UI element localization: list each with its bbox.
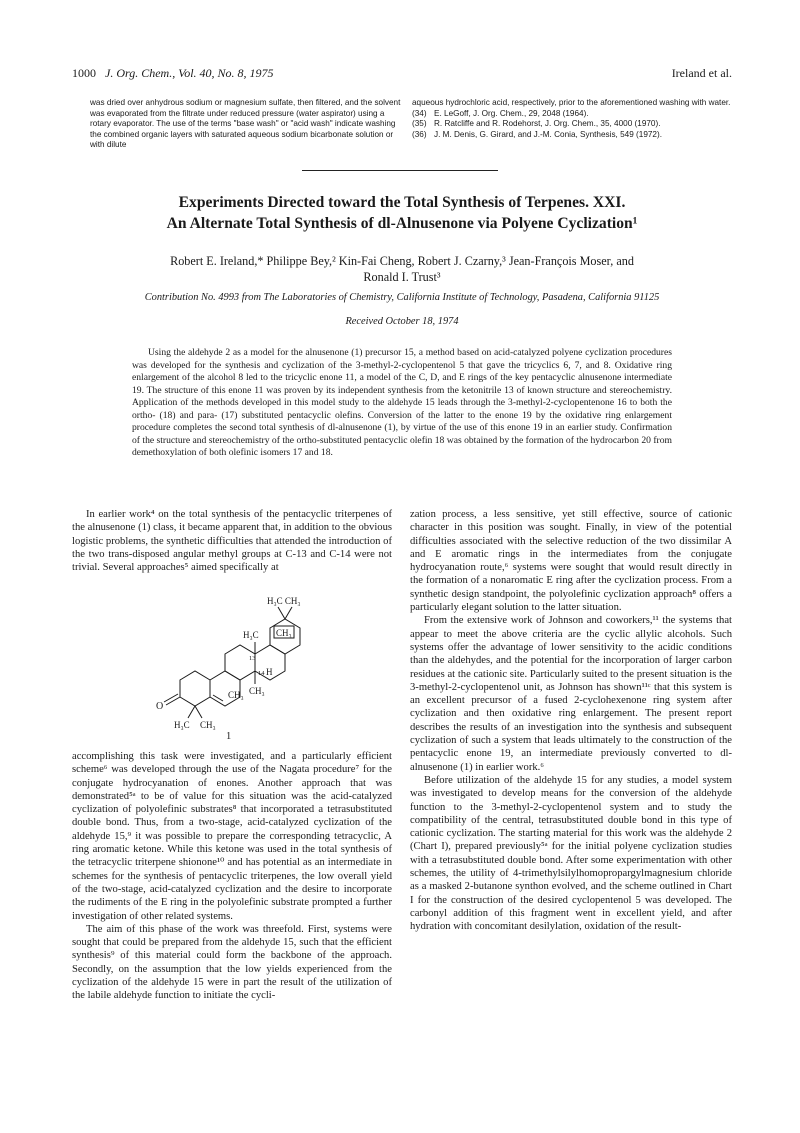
footnote-item (412, 130, 732, 141)
abstract: Using the aldehyde 2 as a model for the alnusenone (1) precursor 15, a method based on acid-catalyzed polyene cyclization procedures was developed for the synthesis and cyclization of the 3-methyl-2-cyclopentenol 5 that gave the tricyclics 6, 7, and 8. Oxidative ring enlargement of the alcohol 8 led to the tricyclic enone 11, a model of the C, D, and E rings of the key pentacyclic alnusenone intermediate 19. The structure of this enone 11 was proven by its independent synthesis from the ketonitrile 13 of known structure and stereochemistry. Application of the methods developed in this model study to the aldehyde 15 leads through the 3-methyl-2-cyclopentenone 16 to both the ortho- (18) and para- (17) substituted pentacyclic olefins. Conversion of the latter to the enone 19 by the oxidative ring enlargement procedure completes the second total synthesis of dl-alnusenone (1), by virtue of the use of this enone 19 in an earlier study. Confirmation of the structure and stereochemistry of the ortho-substituted pentacyclic olefin 18 was obtained by the formation of the hydrocarbon 20 from demethoxylation of both olefinic isomers 17 and 18. (132, 347, 672, 458)
footnote-number: (34) (412, 108, 427, 118)
label-ch3-box: CH₃ (276, 628, 292, 638)
structure-bonds (164, 607, 300, 718)
footnote-reference: E. LeGoff, J. Org. Chem., 29, 2048 (1964). (434, 108, 589, 118)
footnote-continuation: aqueous hydrochloric acid, respectively, prior to the aforementioned washing with water. (412, 98, 731, 107)
affiliation: Contribution No. 4993 from The Laboratories of Chemistry, California Institute of Technology, Pasadena, California 91125 (144, 292, 660, 303)
running-header (72, 66, 732, 84)
label-ch3-lower-right: CH₃ (249, 686, 265, 696)
body-paragraph: Before utilization of the aldehyde 15 for any studies, a model system was investigated to develop means for the conversion of the aldehyde function to the 3-methyl-2-cyclopentenol system and to study the compatibility of the central, tetrasubstituted double bond in this type of cationic cyclization. The starting material for this work was the aldehyde 2 (Chart I), prepared previously⁵ᵃ for the initial polyene cyclization studies with a tetrasubstituted double bond. After some experimentation with other schemes, the utility of 4-trimethylsilylhomopropargylmagnesium chloride as a masked 2-butanone synthon evolved, and the scheme outlined in Chart I for the construction of the desired cyclopentenol 5 was developed. The carbonyl addition of this fragment went in excellent yield, and after hydration with concomitant desilylation, oxidation of the result- (410, 774, 732, 933)
label-top-methyls: H₃C CH₃ (267, 596, 301, 606)
footnote-text: was dried over anhydrous sodium or magnesium sulfate, then filtered, and the solvent was evaporated from the filtrate under reduced pressure (water aspirator) using a rotary evaporator. The use of the terms "base wash" or "acid wash" indicate washing the combined organic layers with saturated aqueous sodium bicarbonate solution or with dilute (90, 98, 401, 150)
label-c13: 13 (249, 655, 256, 662)
body-column-left (72, 750, 392, 1003)
journal-citation: J. Org. Chem., Vol. 40, No. 8, 1975 (105, 66, 274, 80)
body-column-right (410, 508, 732, 934)
title-line: An Alternate Total Synthesis of dl-Alnusenone via Polyene Cyclization¹ (166, 215, 638, 232)
footnote-number: (36) (412, 129, 427, 139)
body-paragraph: accomplishing this task were investigated, and a particularly efficient scheme⁶ was developed through the use of the Nagata procedure⁷ for the conjugate hydrocyanation of enones. Another approach that was demonstrated⁵ᵃ to be of value for this situation was the acid-catalyzed cyclization of polyolefinic substrates⁸ that incorporated a tetrasubstituted double bond. Thus, from a two-stage, acid-catalyzed cyclization of the aldehyde 15,⁹ it was possible to prepare the corresponding tetracyclic, A ring aromatic ketone. While this ketone was used in the total synthesis of the tetracyclic triterpene shionone¹⁰ and has potential as an intermediate in schemes for the synthesis of pentacyclic triterpenes, the low overall yield of the two-stage, acid-catalyzed cyclization and the desire to incorporate the rudiments of the E ring in the polyolefinic substrate prompted a further investigation of other related systems. (72, 751, 392, 922)
body-paragraph: The aim of this phase of the work was threefold. First, systems were sought that could be prepared from the aldehyde 15, such that the efficient synthesis⁹ of this material could form the backbone of the approach. Secondly, on the assumption that the low yields experienced from the cyclization of the aldehyde 15 were in part the result of the utilization of the labile aldehyde function to initiate the cycli- (72, 923, 392, 1002)
ring-a (180, 671, 210, 706)
label-c14: 14 (258, 670, 265, 677)
authors-line: Ronald I. Trust³ (363, 270, 441, 284)
body-paragraph: zation process, a less sensitive, yet still effective, source of cationic character in this position was sought. Finally, in view of the potential difficulties associated with the selective reduction of the two dissimilar A and E aromatic rings in the intermediates from the conjugate hydrocyanation route,⁶ systems were sought that would result directly in the formation of a nonaromatic E ring after the cyclization process. From a synthetic design standpoint, the polyolefinic cyclization approach⁸ offers a particularly elegant solution to the latter situation. (410, 509, 732, 614)
ring-b (210, 671, 240, 706)
running-author: Ireland et al. (671, 66, 732, 80)
label-h3c: H₃C (243, 630, 259, 640)
carbonyl-bond (166, 697, 180, 705)
title-line: Experiments Directed toward the Total Synthesis of Terpenes. XXI. (178, 194, 626, 211)
label-bottom-ch3: CH₃ (200, 720, 216, 730)
body-paragraph: In earlier work⁴ on the total synthesis of the pentacyclic triterpenes of the alnusenone (1) class, it became apparent that, in addition to the obvious logistic problems, the synthetic difficulties that attended the introduction of the two trans-disposed angular methyl groups at C-13 and C-14 were not trivial. Several approaches⁵ aimed specifically at (72, 509, 392, 574)
methyl-bond (278, 607, 285, 619)
footnote-number: (35) (412, 119, 427, 129)
footnote-reference: J. M. Denis, G. Girard, and J.-M. Conia, Synthesis, 549 (1972). (434, 129, 662, 139)
label-bottom-h3c: H₃C (174, 720, 190, 730)
carbonyl-bond (164, 694, 178, 702)
authors-line: Robert E. Ireland,* Philippe Bey,² Kin-Fai Cheng, Robert J. Czarny,³ Jean-François Moser, and (170, 254, 634, 268)
label-h: H (266, 667, 273, 677)
chemical-structure-figure (150, 592, 320, 744)
compound-number: 1 (226, 731, 232, 742)
methyl-bond (195, 706, 202, 718)
page-number: 1000 (72, 66, 96, 80)
footnote-column-right (412, 98, 732, 140)
body-paragraph: From the extensive work of Johnson and coworkers,¹¹ the systems that appear to meet the above criteria are the cyclic allylic alcohols. Such systems offer the advantage of lower sensitivity to the acidic conditions than the aldehydes, and the potential for the incorporation of larger carbon residues at the cationic site. Particularly suited to the present situation is the 3-methyl-2-cyclopentenol unit, as Johnson has shown¹¹ᶜ that this system is an excellent precursor of a fused 2-cyclohexenone ring system after cyclization and then oxidative ring enlargement. The present report describes the results of an investigation into the synthesis and subsequent cyclization of such a system that leads ultimately to the construction of the pentacyclic enone 19, an intermediate previously converted to dl-alnusenone (1) in earlier work.⁶ (410, 615, 732, 773)
ring-c (225, 645, 255, 680)
footnote-item (412, 109, 732, 120)
author-list (72, 253, 732, 285)
section-divider (302, 170, 498, 171)
methyl-bond (188, 706, 195, 718)
label-oxygen: O (156, 701, 164, 712)
footnote-column-left (90, 98, 406, 151)
label-ch3-lower-left: CH₃ (228, 690, 244, 700)
methyl-bond (285, 607, 292, 619)
received-date: Received October 18, 1974 (345, 316, 459, 327)
article-title (72, 192, 732, 234)
footnote-item (412, 119, 732, 130)
footnote-reference: R. Ratcliffe and R. Rodehorst, J. Org. Chem., 35, 4000 (1970). (434, 119, 661, 129)
